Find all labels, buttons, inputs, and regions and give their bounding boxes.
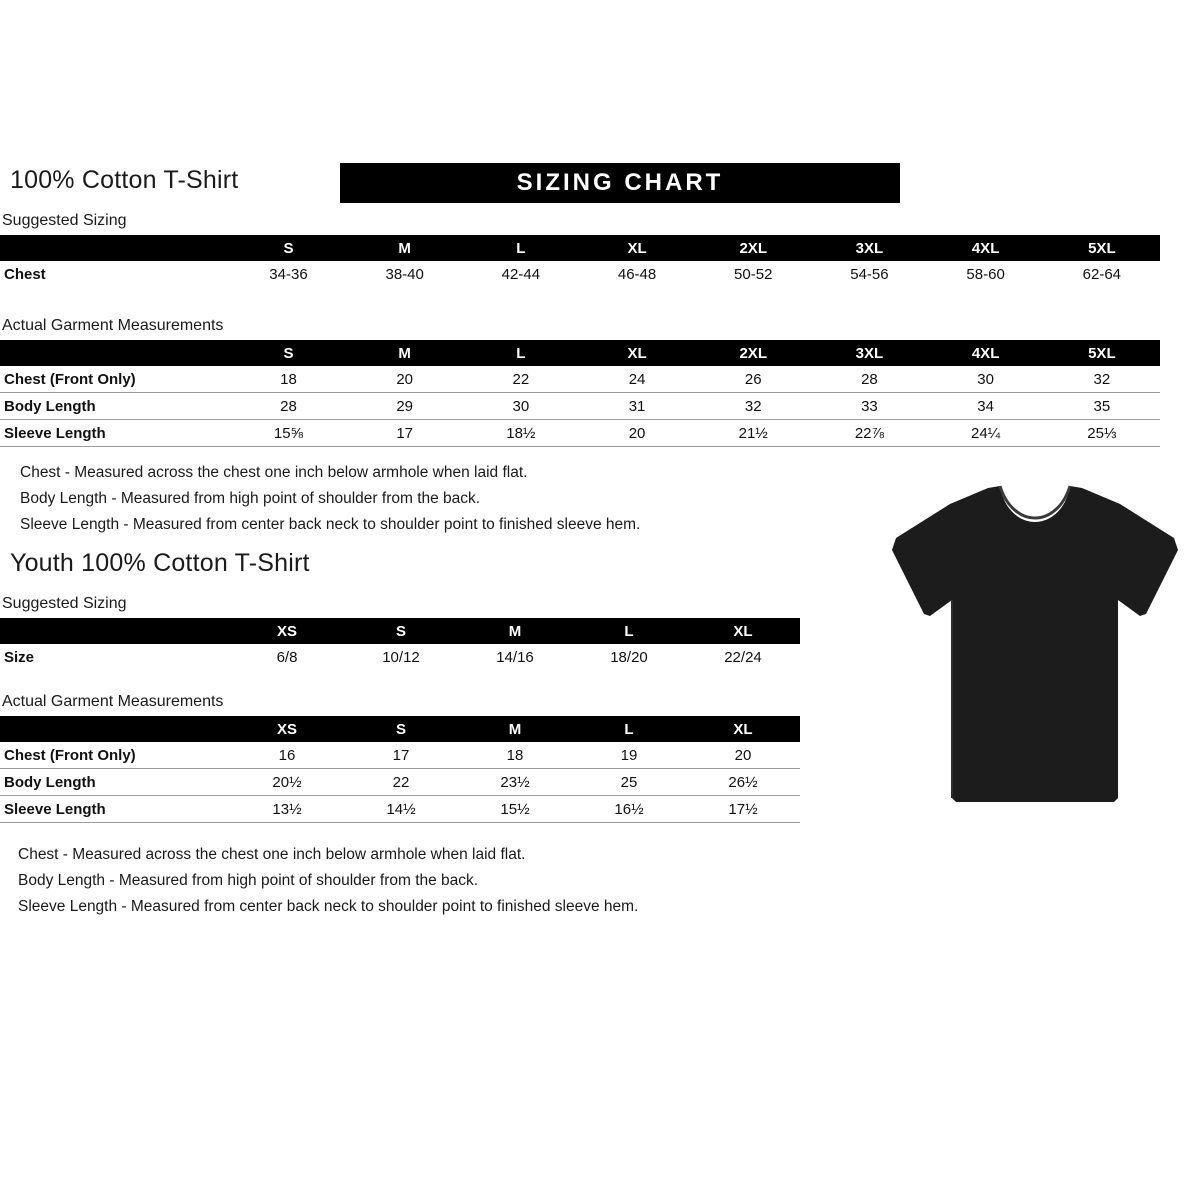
table-cell: 26½ [686, 769, 800, 796]
column-header: 5XL [1088, 344, 1116, 362]
column-header [0, 340, 230, 366]
table-cell: 32 [1044, 366, 1160, 393]
table-cell: 18½ [463, 420, 579, 447]
table-row [0, 644, 800, 670]
table-cell: 20 [347, 366, 463, 393]
table-cell: 42-44 [501, 265, 541, 283]
table-cell: 22⅞ [811, 420, 927, 447]
table-cell: 62-64 [1082, 265, 1122, 283]
adult-measurement-notes [20, 460, 640, 538]
column-header [0, 618, 230, 644]
table-cell: 22/24 [724, 648, 762, 666]
table-cell: 50-52 [734, 265, 773, 283]
sizing-chart-banner [340, 163, 900, 203]
table-cell: 30 [463, 393, 579, 420]
table-cell: 26 [695, 366, 811, 393]
table-cell: 15½ [458, 796, 572, 823]
table-row [0, 393, 1160, 420]
adult-actual-measurements-label: Actual Garment Measurements [2, 317, 224, 334]
table-cell: 25⅓ [1044, 420, 1160, 447]
black-tshirt-icon [890, 480, 1180, 810]
table-cell: 23½ [458, 769, 572, 796]
table-row [0, 796, 800, 823]
column-header: XS [276, 622, 297, 640]
table-row [0, 742, 800, 769]
table-cell: 6/8 [276, 648, 298, 666]
column-header: M [398, 239, 411, 257]
note-line: Body Length - Measured from high point of shoulder from the back. [18, 872, 479, 889]
column-header: S [283, 344, 294, 362]
table-header-row [0, 716, 800, 742]
table-cell: 16 [230, 742, 344, 769]
table-cell: 20 [579, 420, 695, 447]
sizing-chart-banner-label: SIZING CHART [516, 169, 724, 196]
table-cell: 29 [347, 393, 463, 420]
column-header: M [508, 720, 522, 738]
youth-measurement-notes [18, 842, 638, 920]
column-header: 3XL [855, 344, 884, 362]
column-header: M [398, 344, 411, 362]
row-label: Body Length [0, 769, 230, 796]
column-header: L [624, 720, 634, 738]
table-cell: 17 [344, 742, 458, 769]
column-header: L [516, 344, 526, 362]
table-cell: 58-60 [966, 265, 1005, 283]
column-header: XL [627, 344, 647, 362]
column-header: 3XL [855, 239, 884, 257]
note-line: Body Length - Measured from high point of shoulder from the back. [20, 490, 481, 507]
table-cell: 22 [463, 366, 579, 393]
column-header [0, 235, 230, 261]
youth-actual-measurements-label: Actual Garment Measurements [2, 693, 224, 710]
column-header: 2XL [739, 239, 767, 257]
table-cell: 13½ [230, 796, 344, 823]
table-header-row [0, 618, 800, 644]
table-cell: 22 [344, 769, 458, 796]
table-cell: 28 [811, 366, 927, 393]
table-cell: 10/12 [382, 648, 420, 666]
table-cell: 32 [695, 393, 811, 420]
note-line: Chest - Measured across the chest one inch below armhole when laid flat. [18, 846, 526, 863]
adult-section-title: 100% Cotton T-Shirt [10, 166, 239, 194]
table-cell: 35 [1044, 393, 1160, 420]
table-cell: 24¼ [928, 420, 1044, 447]
youth-actual-measurements-table [0, 716, 800, 823]
table-cell: 46-48 [617, 265, 657, 283]
column-header: S [395, 622, 406, 640]
row-label: Body Length [0, 393, 230, 420]
column-header: S [395, 720, 406, 738]
table-row [0, 261, 1160, 287]
table-header-row [0, 235, 1160, 261]
row-label: Sleeve Length [0, 796, 230, 823]
youth-section-title: Youth 100% Cotton T-Shirt [10, 549, 310, 577]
youth-suggested-sizing-table [0, 618, 800, 670]
table-cell: 17 [347, 420, 463, 447]
table-cell: 18/20 [610, 648, 648, 666]
table-cell: 18 [458, 742, 572, 769]
table-cell: 34 [928, 393, 1044, 420]
column-header: XL [733, 720, 753, 738]
adult-actual-measurements-table [0, 340, 1160, 447]
table-row [0, 366, 1160, 393]
row-label: Size [4, 648, 35, 666]
row-label: Sleeve Length [0, 420, 230, 447]
column-header: 4XL [971, 239, 1000, 257]
table-cell: 33 [811, 393, 927, 420]
table-row [0, 420, 1160, 447]
table-cell: 18 [230, 366, 346, 393]
table-cell: 30 [928, 366, 1044, 393]
adult-suggested-sizing-table [0, 235, 1160, 287]
table-row [0, 769, 800, 796]
table-cell: 31 [579, 393, 695, 420]
column-header: M [508, 622, 522, 640]
row-label: Chest (Front Only) [0, 742, 230, 769]
column-header: XL [627, 239, 647, 257]
table-cell: 34-36 [269, 265, 308, 283]
adult-suggested-sizing-label: Suggested Sizing [2, 212, 127, 229]
table-cell: 25 [572, 769, 686, 796]
table-cell: 15⅝ [230, 420, 346, 447]
table-cell: 28 [230, 393, 346, 420]
table-cell: 54-56 [850, 265, 889, 283]
table-cell: 20 [686, 742, 800, 769]
table-cell: 21½ [695, 420, 811, 447]
column-header: L [516, 239, 526, 257]
column-header: S [283, 239, 294, 257]
note-line: Sleeve Length - Measured from center back neck to shoulder point to finished sleeve hem. [20, 516, 641, 533]
table-cell: 24 [579, 366, 695, 393]
table-cell: 14½ [344, 796, 458, 823]
table-cell: 19 [572, 742, 686, 769]
table-cell: 16½ [572, 796, 686, 823]
column-header: L [624, 622, 634, 640]
table-cell: 14/16 [496, 648, 534, 666]
table-cell: 38-40 [385, 265, 424, 283]
column-header [0, 716, 230, 742]
column-header: 2XL [739, 344, 767, 362]
column-header: XL [733, 622, 753, 640]
note-line: Chest - Measured across the chest one inch below armhole when laid flat. [20, 464, 528, 481]
row-label: Chest (Front Only) [0, 366, 230, 393]
table-cell: 20½ [230, 769, 344, 796]
column-header: XS [276, 720, 297, 738]
row-label: Chest [4, 265, 46, 283]
table-header-row [0, 340, 1160, 366]
note-line: Sleeve Length - Measured from center back neck to shoulder point to finished sleeve hem. [18, 898, 639, 915]
table-cell: 17½ [686, 796, 800, 823]
youth-suggested-sizing-label: Suggested Sizing [2, 595, 127, 612]
column-header: 4XL [971, 344, 1000, 362]
column-header: 5XL [1088, 239, 1116, 257]
